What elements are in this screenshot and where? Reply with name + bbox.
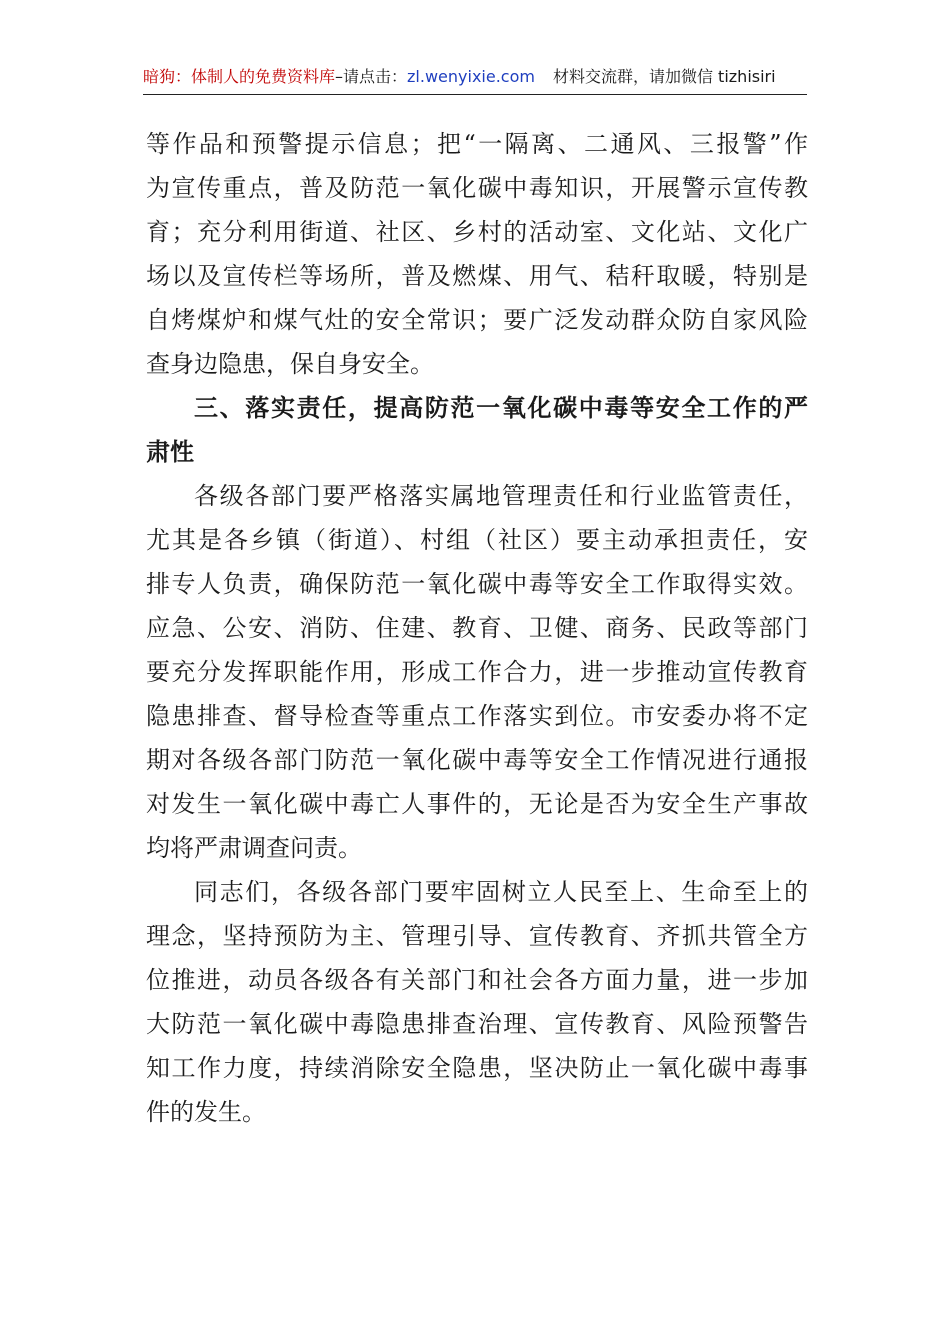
paragraph-line: 为宣传重点，普及防范一氧化碳中毒知识，开展警示宣传教 bbox=[146, 174, 808, 202]
paragraph-line: 隐患排查、督导检查等重点工作落实到位。市安委办将不定 bbox=[146, 702, 808, 730]
paragraph-line: 应急、公安、消防、住建、教育、卫健、商务、民政等部门 bbox=[146, 614, 808, 642]
paragraph-line: 各级各部门要严格落实属地管理责任和行业监管责任， bbox=[194, 482, 808, 510]
paragraph-line: 件的发生。 bbox=[146, 1098, 266, 1126]
paragraph-line: 场以及宣传栏等场所，普及燃煤、用气、秸秆取暖，特别是 bbox=[146, 262, 808, 290]
paragraph-line: 均将严肃调查问责。 bbox=[146, 834, 362, 862]
paragraph-line: 育；充分利用街道、社区、乡村的活动室、文化站、文化广 bbox=[146, 218, 808, 246]
header-group-note: 材料交流群，请加微信 tizhisiri bbox=[552, 67, 776, 86]
header-link[interactable]: zl.wenyixie.com bbox=[407, 67, 535, 86]
paragraph-line: 知工作力度，持续消除安全隐患，坚决防止一氧化碳中毒事 bbox=[146, 1054, 808, 1082]
section-heading: 肃性 bbox=[146, 438, 194, 466]
paragraph-line: 等作品和预警提示信息；把“一隔离、二通风、三报警”作 bbox=[146, 130, 808, 158]
paragraph-line: 理念，坚持预防为主、管理引导、宣传教育、齐抓共管全方 bbox=[146, 922, 808, 950]
paragraph-line: 排专人负责，确保防范一氧化碳中毒等安全工作取得实效。 bbox=[146, 570, 808, 598]
paragraph-line: 自烤煤炉和煤气灶的安全常识；要广泛发动群众防自家风险 bbox=[146, 306, 808, 334]
header-brand: 暗狗：体制人的免费资料库 bbox=[143, 67, 336, 86]
paragraph-line: 期对各级各部门防范一氧化碳中毒等安全工作情况进行通报 bbox=[146, 746, 808, 774]
header-prompt: –请点击： bbox=[335, 67, 408, 86]
section-heading: 三、落实责任，提高防范一氧化碳中毒等安全工作的严 bbox=[194, 394, 808, 422]
document-body bbox=[146, 122, 808, 1134]
paragraph-line: 查身边隐患，保自身安全。 bbox=[146, 350, 434, 378]
paragraph-line: 大防范一氧化碳中毒隐患排查治理、宣传教育、风险预警告 bbox=[146, 1010, 808, 1038]
paragraph-line: 对发生一氧化碳中毒亡人事件的，无论是否为安全生产事故 bbox=[146, 790, 808, 818]
paragraph-line: 尤其是各乡镇（街道）、村组（社区）要主动承担责任，安 bbox=[146, 526, 808, 554]
paragraph-line: 位推进，动员各级各有关部门和社会各方面力量，进一步加 bbox=[146, 966, 808, 994]
paragraph-line: 同志们，各级各部门要牢固树立人民至上、生命至上的 bbox=[194, 878, 808, 906]
paragraph-line: 要充分发挥职能作用，形成工作合力，进一步推动宣传教育 bbox=[146, 658, 808, 686]
page-header bbox=[143, 60, 807, 95]
